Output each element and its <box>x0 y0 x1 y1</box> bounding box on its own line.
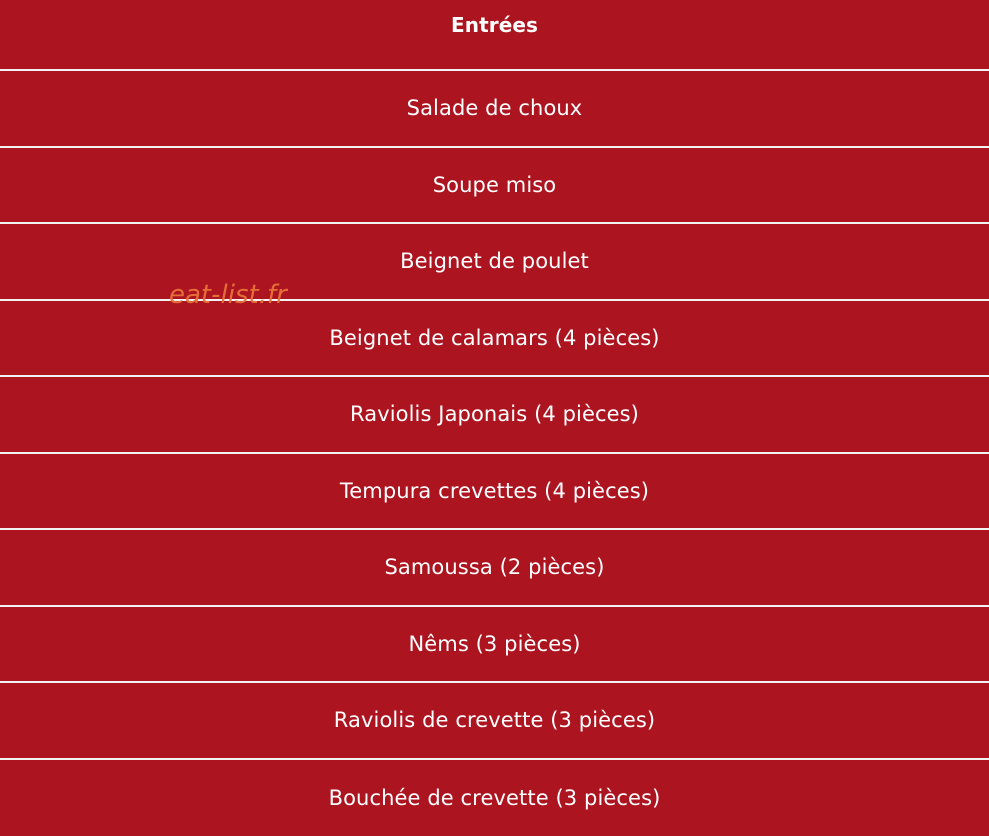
menu-item: Raviolis de crevette (3 pièces) <box>0 683 989 760</box>
menu-item: Beignet de calamars (4 pièces) <box>0 301 989 378</box>
menu-item: Tempura crevettes (4 pièces) <box>0 454 989 531</box>
menu-item: Soupe miso <box>0 148 989 225</box>
menu-item: Raviolis Japonais (4 pièces) <box>0 377 989 454</box>
menu-item: Salade de choux <box>0 71 989 148</box>
menu-item: Bouchée de crevette (3 pièces) <box>0 760 989 836</box>
menu-item: Nêms (3 pièces) <box>0 607 989 684</box>
menu-item: Beignet de poulet <box>0 224 989 301</box>
watermark-text: eat-list.fr <box>169 280 287 310</box>
menu-item: Samoussa (2 pièces) <box>0 530 989 607</box>
menu-section-header: Entrées <box>0 0 989 71</box>
